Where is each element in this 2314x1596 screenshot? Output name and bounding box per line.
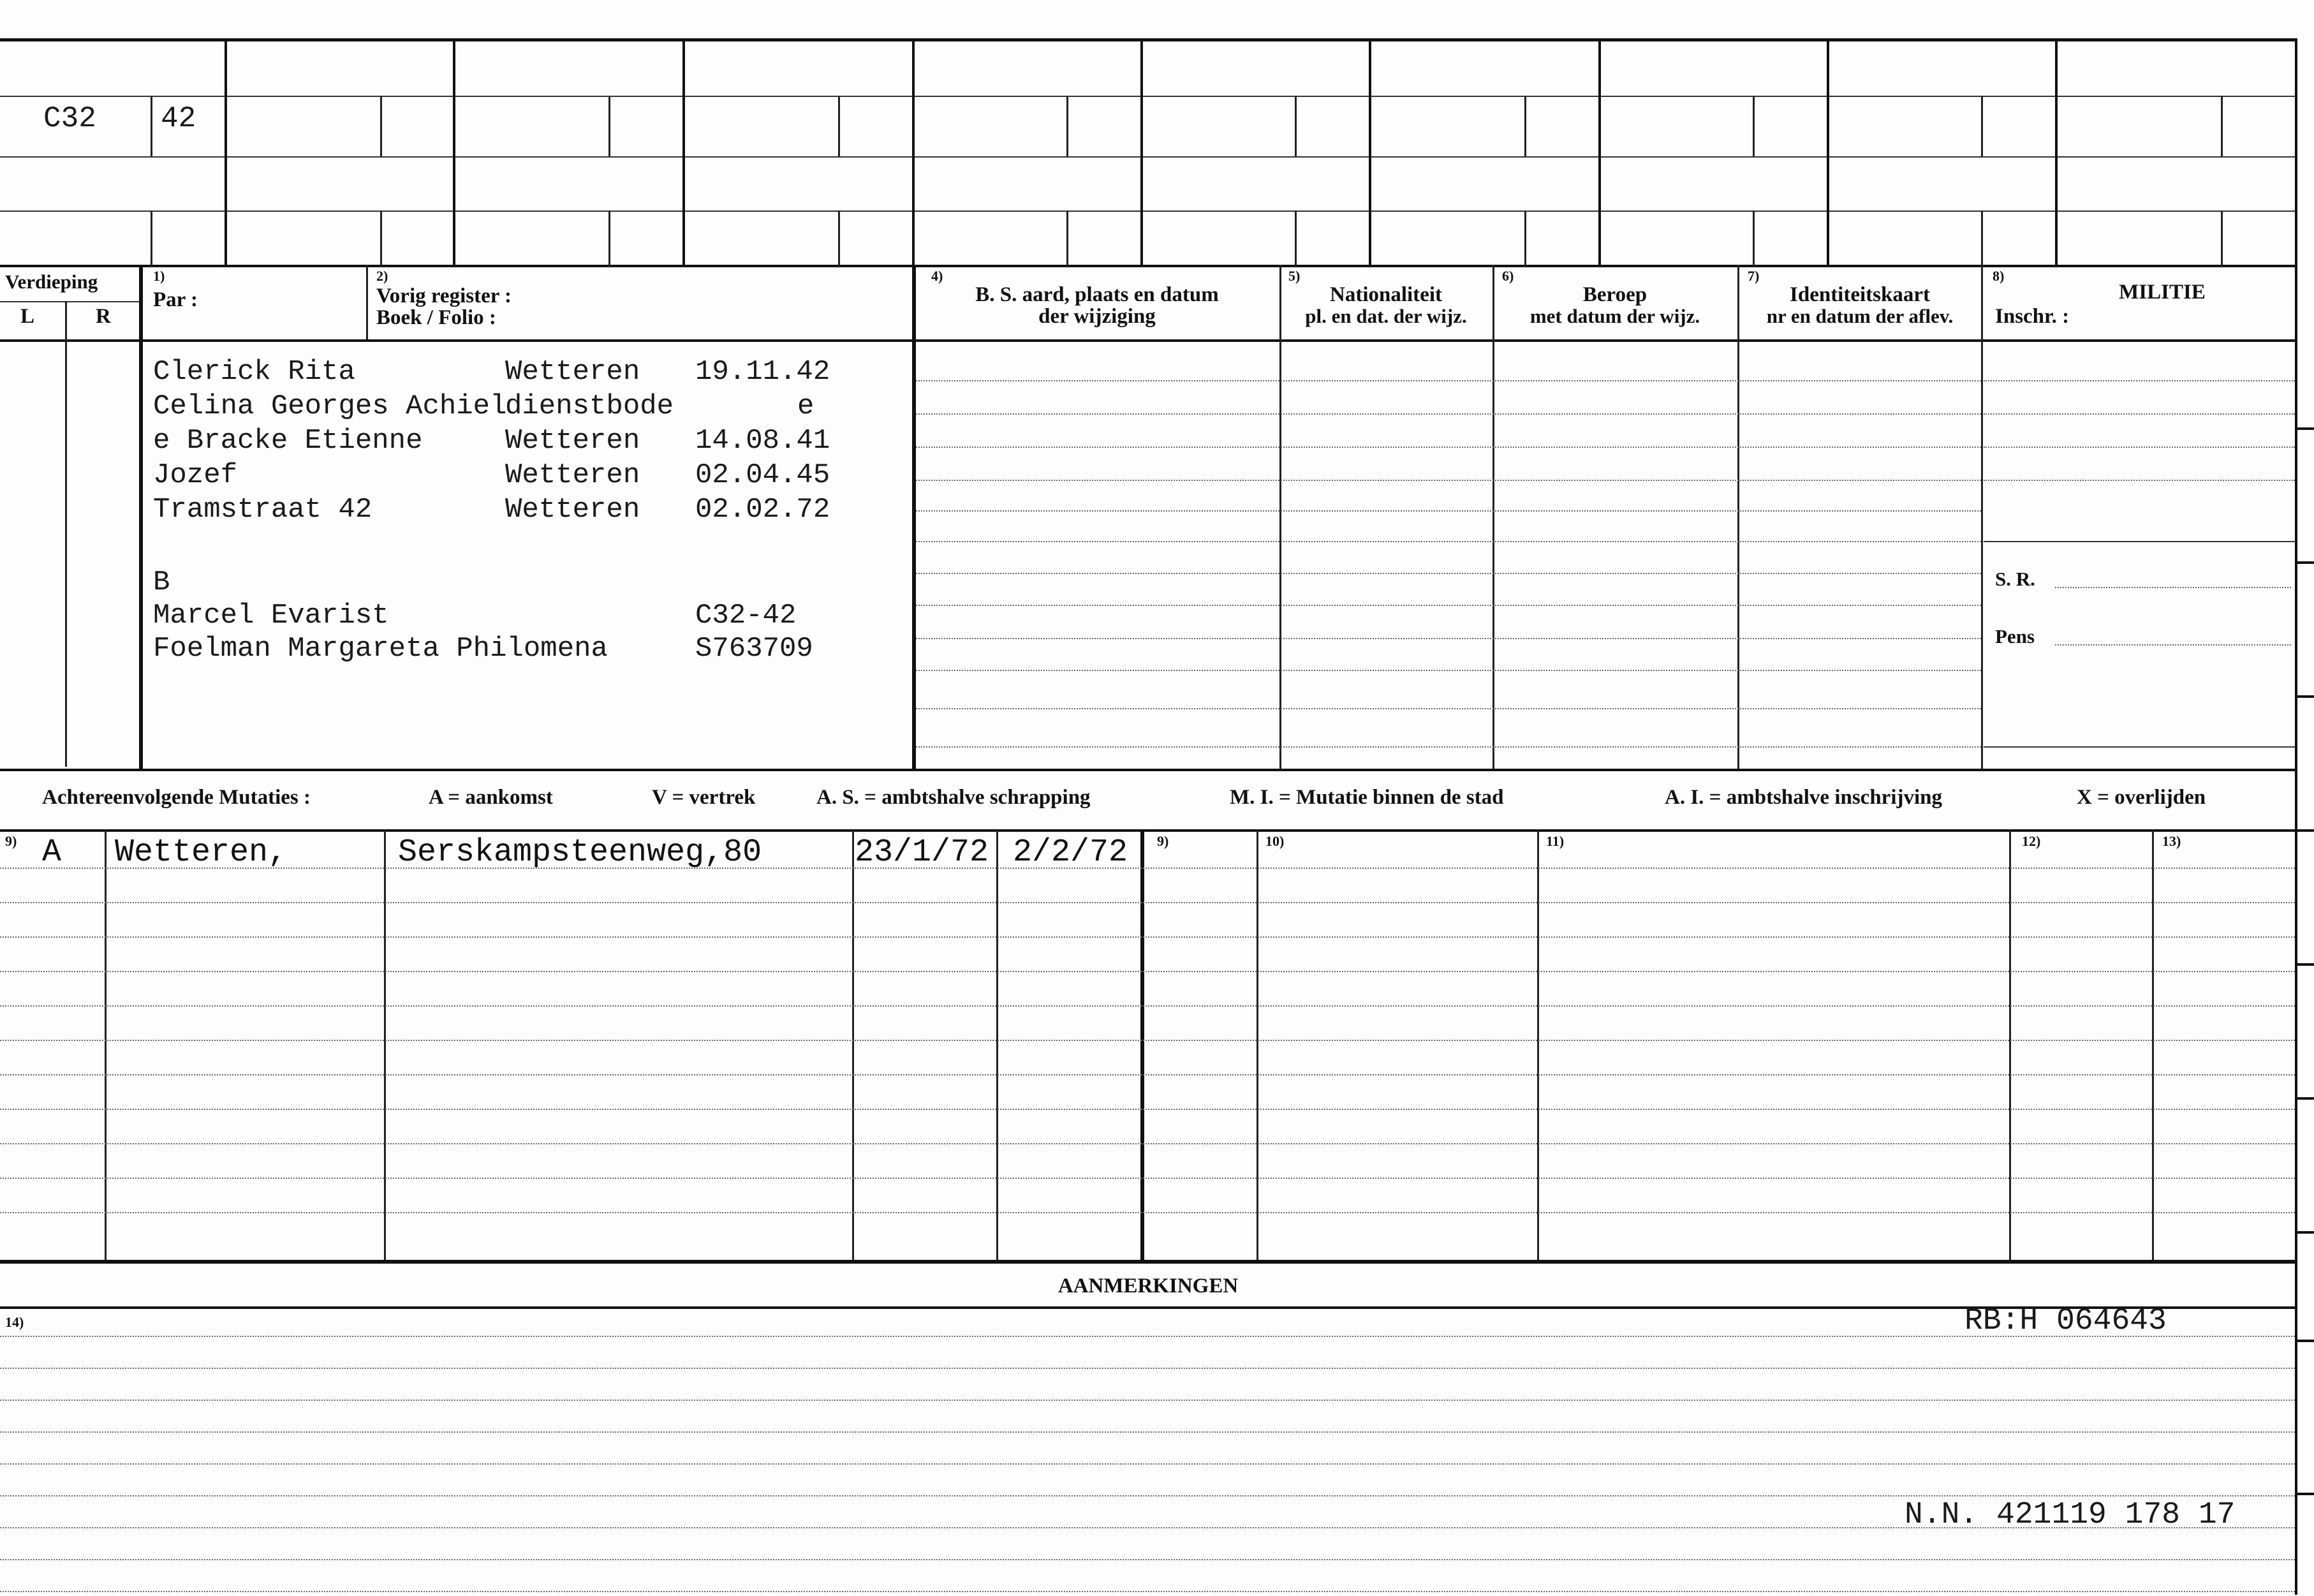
sr-field-line	[2055, 587, 2291, 588]
militie-ruled-line	[1984, 380, 2295, 381]
par-label: Par :	[153, 288, 198, 311]
top-grid-divider	[1598, 38, 1601, 267]
extra-name: B	[153, 566, 170, 598]
top-grid-subdivider	[1066, 211, 1068, 267]
ruled-line	[916, 380, 1981, 381]
col-number: 9)	[1157, 833, 1169, 849]
top-grid-subdivider	[1524, 211, 1526, 267]
person-date: 14.08.41	[695, 425, 830, 457]
col-number: 13)	[2162, 833, 2181, 849]
person-place: Wetteren	[505, 459, 640, 491]
mutation-col-divider	[996, 829, 998, 1260]
col-divider	[1981, 265, 1983, 769]
bs-header-line1: B. S. aard, plaats en datum	[975, 283, 1219, 306]
mutation-ruled-line	[0, 902, 2295, 903]
verdieping-inner-divider	[65, 301, 67, 767]
edge-tick	[2296, 963, 2314, 966]
mutation-ruled-line	[0, 1040, 2295, 1041]
top-grid-subdivider	[608, 211, 610, 267]
person-name: Celina Georges Achiel	[153, 390, 507, 422]
ruled-line	[916, 573, 1981, 574]
edge-tick	[2296, 829, 2314, 832]
header-bottom	[0, 339, 2296, 342]
mutation-ruled-line	[0, 1212, 2295, 1213]
top-grid-line	[0, 211, 2296, 212]
mutation-col-divider	[1537, 829, 1539, 1260]
col-number: 8)	[1993, 268, 2005, 284]
mutation-city: Wetteren,	[115, 834, 288, 871]
col-divider	[1279, 265, 1281, 769]
col-number: 10)	[1265, 833, 1285, 849]
sr-label: S. R.	[1995, 568, 2035, 590]
extra-name: Foelman Margareta Philomena	[153, 633, 608, 665]
top-grid-divider	[453, 38, 455, 267]
edge-tick	[2296, 1231, 2314, 1234]
extra-code: S763709	[695, 633, 813, 665]
top-grid-divider	[912, 38, 915, 267]
militie-ruled-line	[1984, 480, 2295, 481]
ruled-line	[916, 413, 1981, 415]
remarks-ruled-line	[0, 1368, 2295, 1369]
top-grid-subdivider	[2221, 96, 2223, 156]
top-grid-subdivider	[608, 96, 610, 156]
edge-tick	[2296, 1097, 2314, 1100]
militie-ruled-line	[1984, 413, 2295, 415]
top-grid-subdivider	[1753, 211, 1755, 267]
mutations-bottom	[0, 1260, 2296, 1264]
ruled-line	[916, 480, 1981, 481]
extra-name: Marcel Evarist	[153, 600, 389, 632]
legend-a: A = aankomst	[429, 786, 553, 809]
top-grid-divider	[1140, 38, 1143, 267]
remarks-ruled-line	[0, 1431, 2295, 1433]
id-line1: Identiteitskaart	[1790, 283, 1930, 306]
top-border	[0, 38, 2296, 41]
remarks-title: AANMERKINGEN	[1058, 1275, 1239, 1297]
mutation-col-divider	[384, 829, 386, 1260]
legend-x: X = overlijden	[2077, 786, 2206, 809]
col-number: 4)	[931, 268, 943, 284]
mutation-ruled-line	[0, 936, 2295, 938]
verdieping-label: Verdieping	[5, 270, 98, 293]
extra-code: C32-42	[695, 600, 797, 632]
mutation-col-divider	[105, 829, 107, 1260]
militie-divider	[1984, 541, 2295, 542]
top-grid-divider	[225, 38, 227, 267]
mutation-col-divider	[852, 829, 854, 1260]
person-place: Wetteren	[505, 494, 640, 526]
person-place: Wetteren	[505, 356, 640, 388]
mutation-date-2: 2/2/72	[1013, 834, 1128, 871]
legend-as: A. S. = ambtshalve schrapping	[816, 786, 1091, 809]
top-grid-subdivider	[151, 211, 152, 267]
rb-reference: RB:H 064643	[1964, 1304, 2167, 1338]
top-grid-divider	[2055, 38, 2058, 267]
col-number: 14)	[5, 1314, 24, 1330]
top-grid-bottom	[0, 265, 2296, 267]
top-grid-subdivider	[380, 96, 382, 156]
person-name: e Bracke Etienne	[153, 425, 423, 457]
person-place: Wetteren	[505, 425, 640, 457]
mutation-ruled-line	[0, 971, 2295, 972]
remarks-ruled-line	[0, 1400, 2295, 1401]
top-grid-subdivider	[1753, 96, 1755, 156]
nationaliteit-line1: Nationaliteit	[1330, 283, 1442, 306]
top-grid-subdivider	[1295, 96, 1297, 156]
mutation-col-divider	[2152, 829, 2154, 1260]
edge-tick	[2296, 561, 2314, 564]
top-grid-subdivider	[1981, 211, 1983, 267]
top-grid-divider	[682, 38, 685, 267]
top-grid-subdivider	[1295, 211, 1297, 267]
legend-mi: M. I. = Mutatie binnen de stad	[1230, 786, 1504, 809]
ruled-line	[916, 670, 1981, 671]
mutation-col-divider	[2009, 829, 2011, 1260]
mutation-ruled-line	[0, 1005, 2295, 1007]
mutation-ruled-line	[0, 1109, 2295, 1110]
top-grid-subdivider	[1524, 96, 1526, 156]
ruled-line	[916, 510, 1981, 512]
ruled-line	[916, 447, 1981, 448]
col-divider	[139, 265, 143, 769]
code-register: C32	[43, 102, 96, 135]
edge-tick	[2296, 1340, 2314, 1342]
legend-v: V = vertrek	[652, 786, 756, 809]
col-number: 7)	[1748, 268, 1760, 284]
edge-tick	[2296, 1493, 2314, 1495]
bs-header-line2: der wijziging	[1038, 305, 1156, 328]
beroep-line2: met datum der wijz.	[1529, 305, 1700, 327]
ruled-line	[916, 638, 1981, 639]
person-date: e	[797, 390, 814, 422]
mutations-top	[0, 829, 2296, 832]
remarks-ruled-line	[0, 1495, 2295, 1496]
remarks-top	[0, 1306, 2296, 1309]
person-date: 02.02.72	[695, 494, 830, 526]
col-divider	[912, 265, 916, 769]
col-number: 12)	[2022, 833, 2041, 849]
top-grid-subdivider	[1066, 96, 1068, 156]
ruled-line	[916, 605, 1981, 606]
code-separator	[151, 96, 152, 134]
remarks-ruled-line	[0, 1559, 2295, 1560]
ruled-line	[916, 746, 1981, 748]
legend-title: Achtereenvolgende Mutaties :	[42, 786, 311, 809]
boek-folio-label: Boek / Folio :	[376, 306, 496, 329]
right-border	[2295, 38, 2297, 1595]
mutation-type: A	[42, 834, 62, 871]
mutation-ruled-line	[0, 1143, 2295, 1144]
beroep-line1: Beroep	[1582, 283, 1647, 306]
code-number: 42	[161, 102, 196, 135]
national-number: N.N. 421119 178 17	[1905, 1498, 2236, 1532]
person-name: Jozef	[153, 459, 238, 491]
col-number: 9)	[5, 833, 17, 849]
militie-ruled-line	[1984, 447, 2295, 448]
militie-label: MILITIE	[2119, 281, 2206, 304]
top-grid-subdivider	[838, 211, 840, 267]
inschr-label: Inschr. :	[1995, 305, 2070, 328]
person-date: 02.04.45	[695, 459, 830, 491]
edge-tick	[2296, 695, 2314, 698]
top-grid-divider	[1369, 38, 1371, 267]
top-grid-subdivider	[2221, 211, 2223, 267]
col-divider	[366, 265, 368, 339]
mutation-street: Serskampsteenweg,80	[398, 834, 762, 871]
top-grid-subdivider	[838, 96, 840, 156]
top-grid-line	[0, 96, 2296, 97]
col-number: 11)	[1546, 833, 1565, 849]
person-name: Clerick Rita	[153, 356, 355, 388]
col-number: 2)	[376, 268, 388, 284]
top-grid-divider	[1827, 38, 1829, 267]
col-divider	[1492, 265, 1494, 769]
mutation-col-divider	[1140, 829, 1144, 1260]
remarks-ruled-line	[0, 1591, 2295, 1592]
top-grid-line	[0, 156, 2296, 158]
mutation-col-divider	[1256, 829, 1258, 1260]
col-number: 6)	[1502, 268, 1514, 284]
person-place: dienstbode	[505, 390, 674, 422]
ruled-line	[916, 708, 1981, 709]
militie-divider	[1984, 746, 2295, 748]
col-divider	[1737, 265, 1739, 769]
top-grid-subdivider	[380, 211, 382, 267]
verdieping-l: L	[20, 305, 35, 328]
ruled-line	[916, 541, 1981, 542]
mutation-ruled-line	[0, 868, 2295, 869]
legend-top	[0, 769, 2296, 771]
pens-label: Pens	[1995, 625, 2035, 647]
nationaliteit-line2: pl. en dat. der wijz.	[1305, 305, 1467, 327]
remarks-ruled-line	[0, 1463, 2295, 1465]
mutation-ruled-line	[0, 1178, 2295, 1179]
verdieping-r: R	[96, 305, 111, 328]
col-number: 1)	[153, 268, 165, 284]
edge-tick	[2296, 427, 2314, 430]
mutation-ruled-line	[0, 1074, 2295, 1075]
col-number: 5)	[1288, 268, 1301, 284]
vorig-register-label: Vorig register :	[376, 284, 512, 307]
person-name: Tramstraat 42	[153, 494, 372, 526]
id-line2: nr en datum der aflev.	[1766, 305, 1954, 327]
verdieping-divider	[0, 301, 139, 302]
mutation-date-1: 23/1/72	[855, 834, 989, 871]
top-grid-subdivider	[1981, 96, 1983, 156]
remarks-ruled-line	[0, 1336, 2295, 1337]
person-date: 19.11.42	[695, 356, 830, 388]
legend-ai: A. I. = ambtshalve inschrijving	[1665, 786, 1943, 809]
pens-field-line	[2055, 644, 2291, 646]
